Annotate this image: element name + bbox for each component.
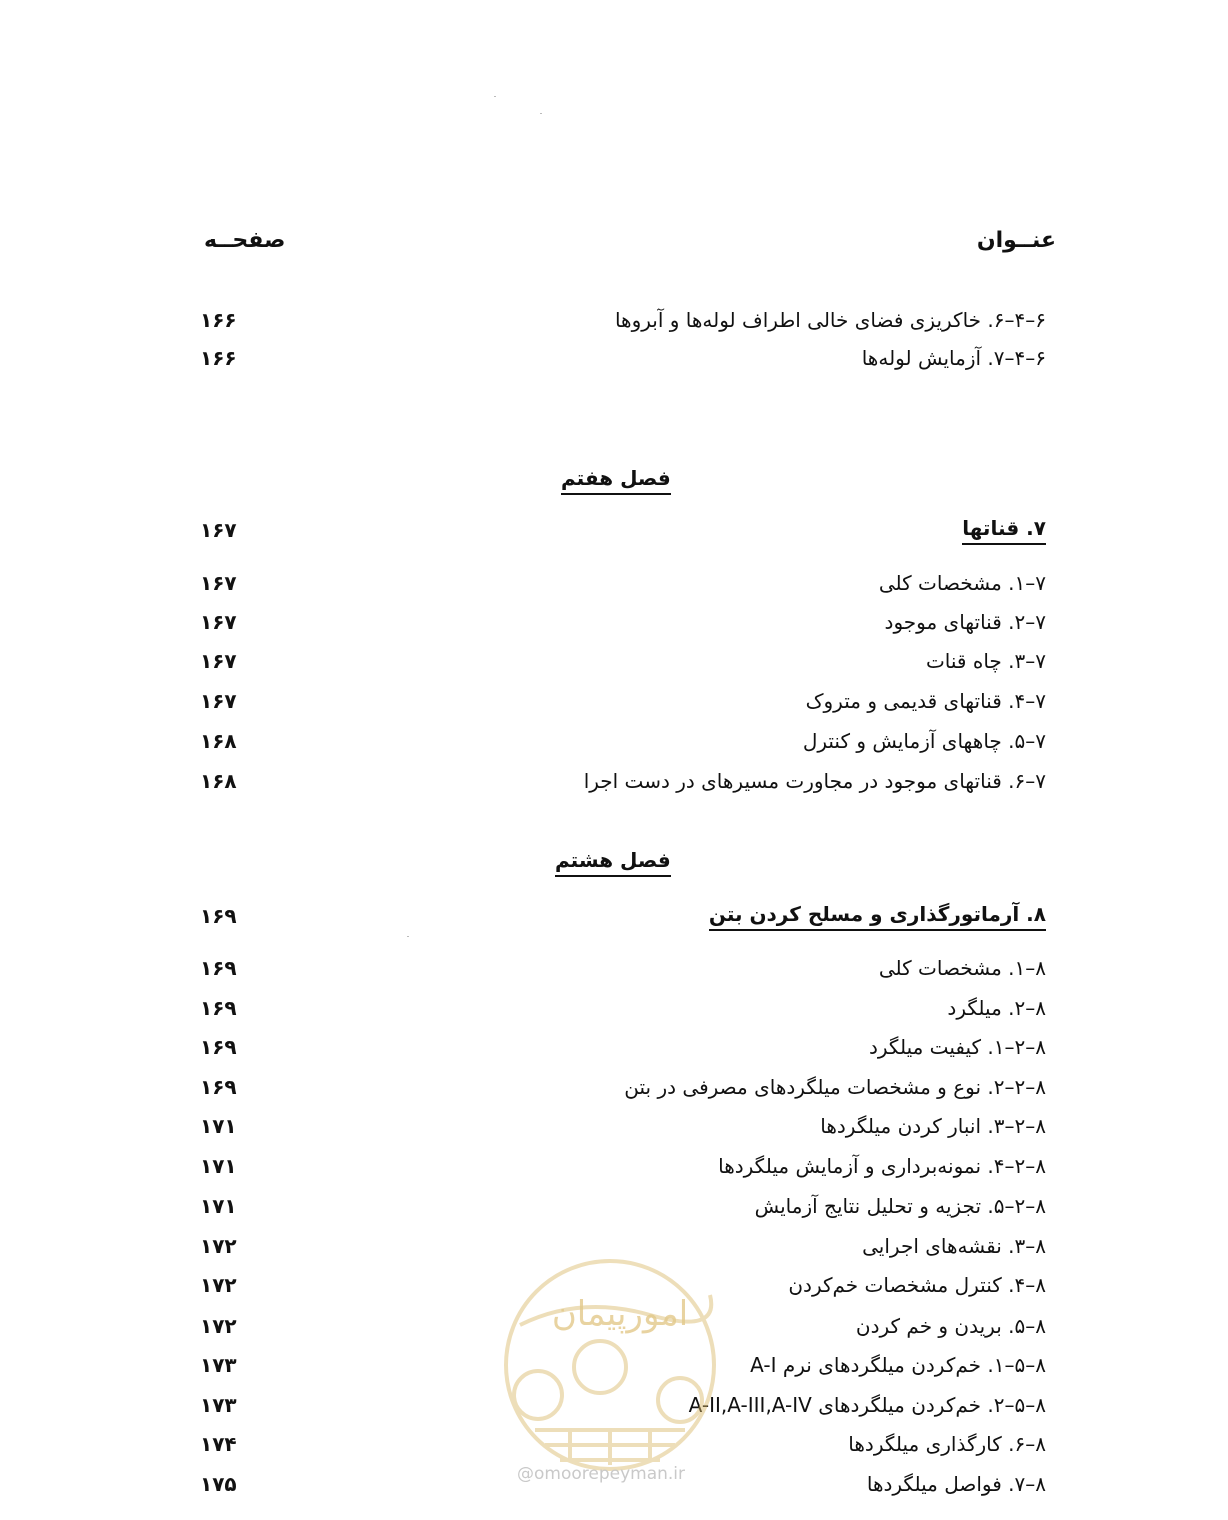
toc-entry-title: ۸–۵–۱. خم‌کردن میلگردهای نرم A-I [750,1353,1046,1377]
toc-entry-title: ۸–۲. میلگرد [947,996,1046,1020]
scan-speck [540,113,542,114]
toc-entry-page: ۱۷۳ [200,1393,237,1417]
toc-row [200,340,1046,376]
toc-entry-title: ۸–۵. بریدن و خم کردن [855,1314,1046,1338]
chapter-heading: فصل هشتم [555,848,671,877]
toc-row [200,1188,1046,1224]
toc-entry-title: ۸–۲–۵. تجزیه و تحلیل نتایج آزمایش [754,1194,1046,1218]
toc-row [200,950,1046,986]
toc-row [200,1029,1046,1065]
toc-main-title: ۸. آرماتورگذاری و مسلح کردن بتن [709,902,1046,931]
toc-entry-title: ۷–۱. مشخصات کلی [878,571,1046,595]
toc-row [200,302,1046,338]
toc-entry-page: ۱۶۷ [200,649,237,673]
toc-entry-title: ۸–۲–۱. کیفیت میلگرد [868,1035,1046,1059]
toc-entry-page: ۱۶۹ [200,904,237,928]
svg-text:امورپیمان: امورپیمان [551,1294,689,1334]
toc-entry-page: ۱۷۱ [200,1194,237,1218]
toc-entry-page: ۱۷۲ [200,1273,237,1297]
toc-row [200,763,1046,799]
watermark-text: @omoorepeyman.ir [517,1464,686,1484]
column-header-page: صفحــه [204,228,286,253]
toc-row [200,604,1046,640]
toc-row [200,1148,1046,1184]
toc-row [200,723,1046,759]
toc-entry-title: ۸–۲–۴. نمونه‌برداری و آزمایش میلگردها [718,1154,1046,1178]
toc-entry-title: ۸–۴. کنترل مشخصات خم‌کردن [788,1273,1046,1297]
toc-entry-title: ۸–۱. مشخصات کلی [878,956,1046,980]
toc-entry-page: ۱۷۲ [200,1314,237,1338]
toc-entry-title: ۷–۶. قناتهای موجود در مجاورت مسیرهای در دست اجرا [583,769,1046,793]
toc-entry-page: ۱۶۹ [200,996,237,1020]
toc-entry-title: ۸–۷. فواصل میلگردها [866,1472,1046,1496]
toc-entry-title: ۸–۲–۳. انبار کردن میلگردها [820,1114,1046,1138]
toc-entry-page: ۱۶۸ [200,729,237,753]
toc-entry-title: ۸–۶. کارگذاری میلگردها [848,1432,1046,1456]
toc-entry-page: ۱۶۹ [200,1075,237,1099]
toc-entry-page: ۱۷۲ [200,1234,237,1258]
toc-entry-page: ۱۷۱ [200,1114,237,1138]
toc-entry-title: ۷–۳. چاه قنات [925,649,1046,673]
toc-entry-page: ۱۶۶ [200,308,237,332]
toc-entry-page: ۱۶۷ [200,571,237,595]
toc-entry-page: ۱۷۱ [200,1154,237,1178]
toc-entry-page: ۱۶۸ [200,769,237,793]
toc-entry-page: ۱۶۹ [200,956,237,980]
toc-row-main [200,898,1046,934]
toc-entry-title: ۶–۴–۶. خاکریزی فضای خالی اطراف لوله‌ها و آبروها [614,308,1046,332]
toc-row [200,643,1046,679]
toc-entry-page: ۱۶۷ [200,689,237,713]
toc-row [200,1108,1046,1144]
watermark-logo [500,1255,720,1475]
toc-row [200,565,1046,601]
toc-row-main [200,512,1046,548]
toc-entry-title: ۷–۴. قناتهای قدیمی و متروک [805,689,1046,713]
toc-entry-page: ۱۷۳ [200,1353,237,1377]
toc-entry-page: ۱۷۵ [200,1472,237,1496]
toc-entry-page: ۱۶۷ [200,610,237,634]
toc-entry-title: ۷–۵. چاههای آزمایش و کنترل [802,729,1046,753]
toc-entry-title: ۸–۳. نقشه‌های اجرایی [862,1234,1046,1258]
toc-entry-page: ۱۶۹ [200,1035,237,1059]
toc-row [200,990,1046,1026]
toc-entry-page: ۱۶۶ [200,346,237,370]
toc-row [200,1069,1046,1105]
toc-entry-title: ۸–۵–۲. خم‌کردن میلگردهای A-II,A-III,A-IV [688,1393,1046,1417]
scan-speck [494,96,496,97]
toc-entry-title: ۷–۲. قناتهای موجود [884,610,1046,634]
toc-entry-page: ۱۶۷ [200,518,237,542]
chapter-heading: فصل هفتم [561,466,671,495]
toc-entry-title: ۶–۴–۷. آزمایش لوله‌ها [861,346,1046,370]
toc-main-title: ۷. قناتها [962,516,1046,545]
column-header-title: عنــوان [976,228,1056,253]
scan-speck [407,936,409,937]
toc-entry-page: ۱۷۴ [200,1432,237,1456]
toc-entry-title: ۸–۲–۲. نوع و مشخصات میلگردهای مصرفی در بتن [624,1075,1046,1099]
toc-row [200,683,1046,719]
